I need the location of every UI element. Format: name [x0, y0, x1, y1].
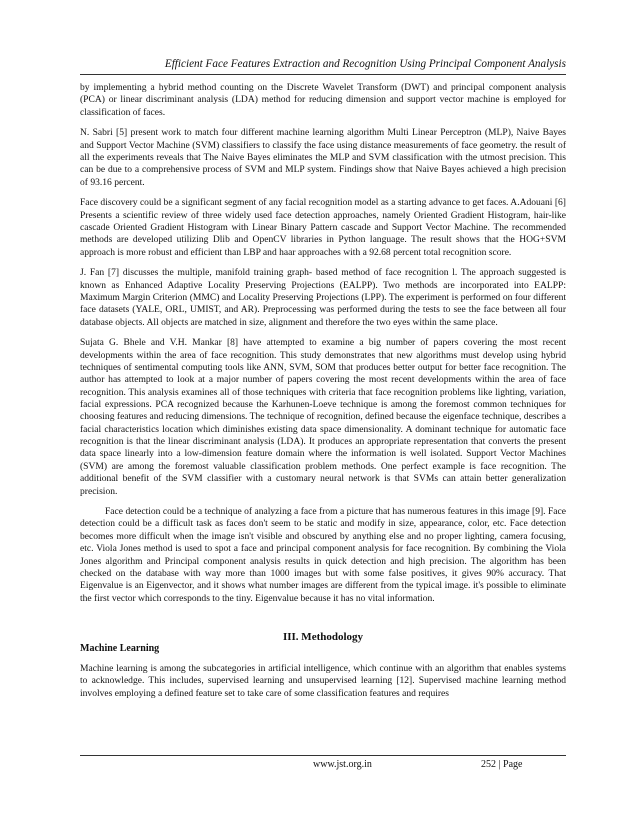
paragraph-adouani: Face discovery could be a significant segment of any facial recognition model as a starting advance to get faces. A.Adouani [6] Presents a scientific review of three widely used face detection approaches, namely Oriented Gradient Histogram, hair-like cascade Oriented Gradient Histogram with Linear Binary Pattern cascade and Support Vector Machine. The recommended methods are developed utilizing Dlib and OpenCV libraries in Python language. The result shows that the HOG+SVM approach is more robust and efficient than LBP and haar approaches with a 92.68 percent total recognition score.: [80, 197, 566, 258]
paragraph-dwt-pca: by implementing a hybrid method counting on the Discrete Wavelet Transform (DWT) and principal component analysis (PCA) or linear discriminant analysis (LDA) method for reducing dimension and support vector machine is employed for classification of faces.: [80, 82, 566, 118]
header-rule: [80, 74, 566, 75]
paragraph-bhele-mankar: Sujata G. Bhele and V.H. Mankar [8] have attempted to examine a big number of papers covering the most recent developments within the area of face recognition. This study demonstrates that new algorithms must develop using hybrid techniques of sentimental computing tools like ANN, SVM, SOM that produces better output for better face recognition. The author has attempted to look at a major number of papers covering the most recent developments within the area of face recognition. This analysis examines all of those techniques with criteria that face recognition problems like lighting, variation, facial expressions. PCA recognized because the Karhunen-Loeve technique is among the foremost common techniques for choosing features and reducing dimensions. The technique of recognition, defined because the eigenface technique, describes a facial characteristics location which diminishes existing data space dimensionality. A dominant technique for automatic face recognition is that the linear discriminant analysis (LDA). It produces an appropriate representation that converts the present data space linearly into a low-dimension feature domain where the information is well isolated. Support Vector Machines (SVM) are among the foremost valuable classification problem methods. One perfect example is face recognition. The additional benefit of the SVM classifier with a customary neural network is that SVMs can attain better generalization precision.: [80, 337, 566, 497]
journal-url[interactable]: www.jst.org.in: [313, 759, 372, 770]
subheading: Machine Learning: [80, 642, 160, 654]
section-heading: III. Methodology: [282, 630, 364, 643]
main-text: [80, 82, 566, 708]
paragraph-fan: J. Fan [7] discusses the multiple, manifold training graph- based method of face recognition l. The approach suggested is known as Enhanced Adaptive Locality Preserving Projections (EALPP). Two methods are incorporated into EALPP: Maximum Margin Criterion (MMC) and Locality Preserving Projections (LPP). The experiment is performed on four different face datasets (YALE, ORL, UMIST, and AR). Preprocessing was performed during the tests to see the face between all four database objects. All objects are matched in size, alignment and therefore the two eyes within the same place.: [80, 267, 566, 328]
page-number: 252 | Page: [481, 759, 523, 770]
paragraph-machine-learning: Machine learning is among the subcategories in artificial intelligence, which continue with an algorithm that enables systems to acknowledge. This includes, supervised learning and unsupervised learning [12]. Supervised machine learning method involves employing a defined feature set to take care of some classification features and requires: [80, 662, 566, 699]
footer-rule: [80, 755, 566, 756]
paragraph-sabri: N. Sabri [5] present work to match four different machine learning algorithm Multi Linear Perceptron (MLP), Naive Bayes and Support Vector Machine (SVM) classifiers to classify the face using distance measurements of face geometry. the result of all the experiments reveals that The Naive Bayes eliminates the MLP and SVM classification with the utmost precision. This can be due to a comprehensive process of SVM and MLP system. Findings show that Naive Bayes achieved a high precision of 93.16 percent.: [80, 127, 566, 188]
running-header: Efficient Face Features Extraction and Recognition Using Principal Component Analysis: [164, 58, 566, 70]
paragraph-face-detection: Face detection could be a technique of analyzing a face from a picture that has numerous features in this image [9]. Face detection could be a difficult task as faces don't seem to be static and modify in size, appearance, color, etc. Face detection becomes more difficult when the image isn't visible and obscured by anything else and no proper lighting, camera focusing, etc. Viola Jones method is used to spot a face and principal component analysis for face recognition. By combining the Viola Jones algorithm and Principal component analysis results in quick detection and high precision. The algorithm has been checked on the database with way more than 1000 images but with some false positives, it gives 90% accuracy. That Eigenvalue is an Eigenvector, and it shows what number images are different from the typical image. it's possible to eliminate the first vector which corresponds to the tiny. Eigenvalue because it has no vital information.: [80, 506, 566, 604]
